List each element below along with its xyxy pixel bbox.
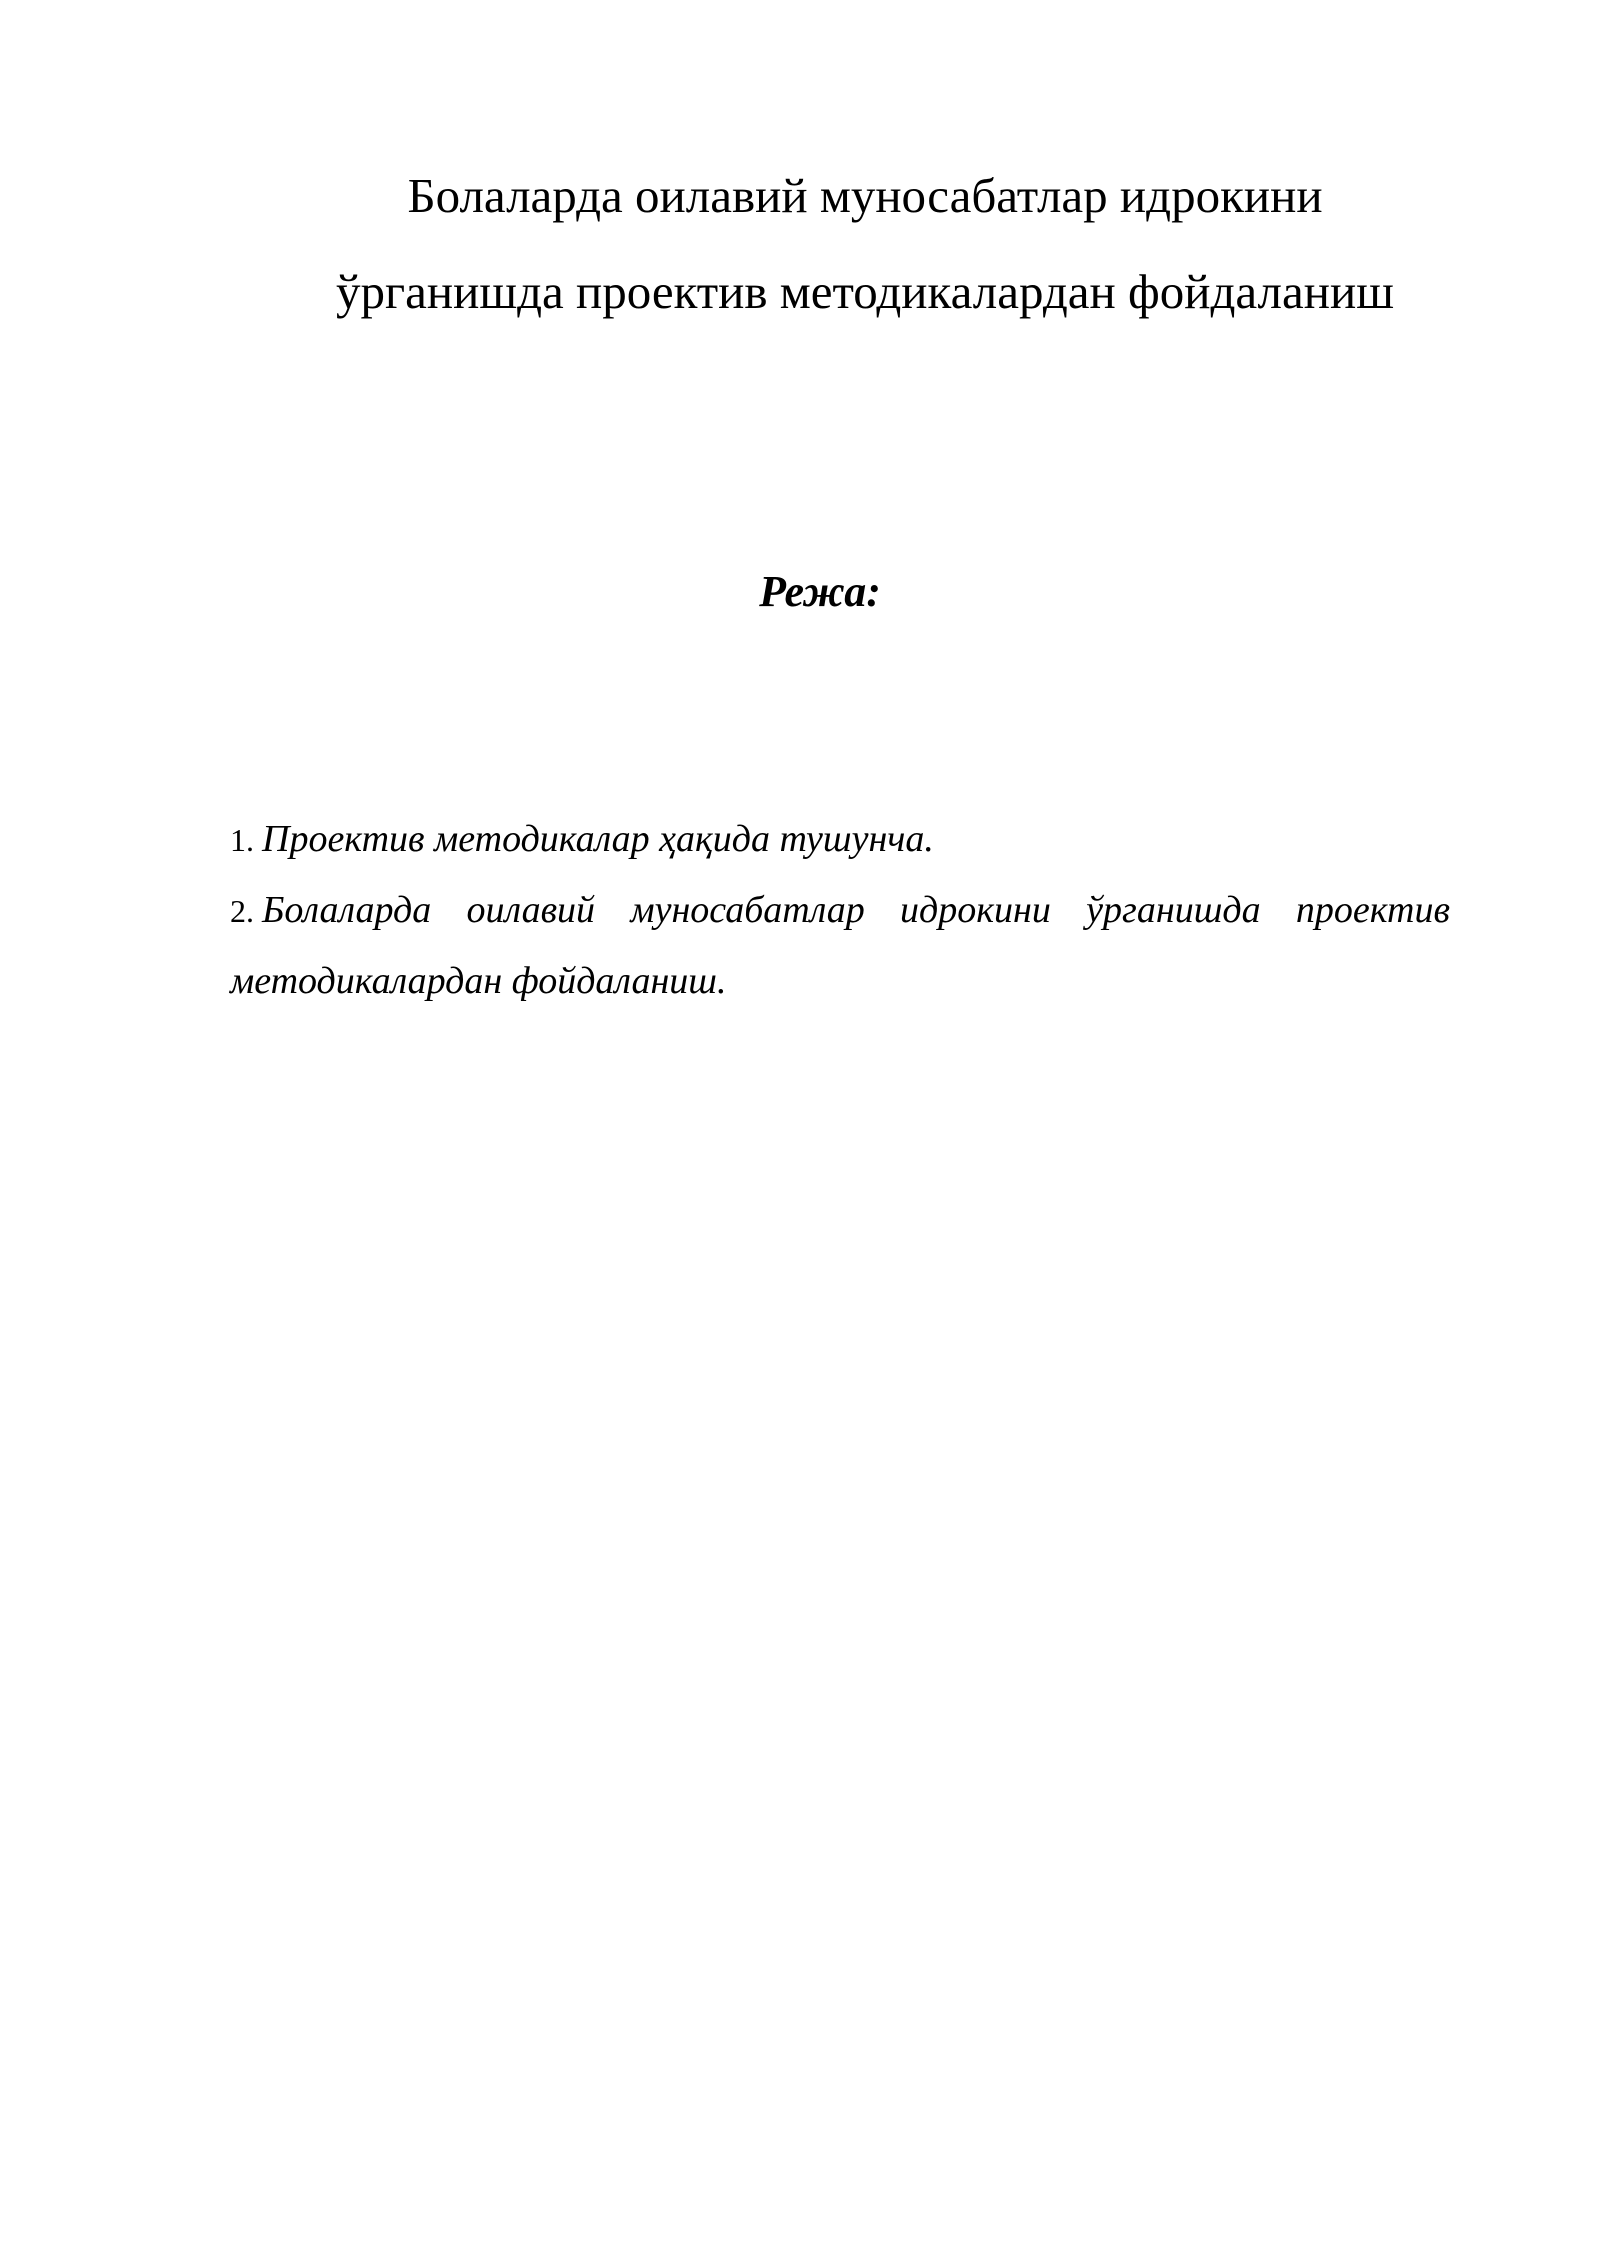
- title-line-2: ўрганишда проектив методикалардан фойдаланиш: [336, 264, 1394, 319]
- plan-list: [230, 804, 1450, 1016]
- document-title: [230, 148, 1500, 340]
- plan-item-number: 2.: [230, 893, 254, 929]
- title-line-1: Болаларда оилавий муносабатлар идрокини: [407, 168, 1323, 223]
- plan-item-1: [230, 804, 1450, 875]
- plan-item-number: 1.: [230, 822, 254, 858]
- plan-item-text: Болаларда оилавий муносабатлар идрокини ўрганишда проектив методикалардан фойдаланиш.: [230, 889, 1450, 1002]
- plan-item-text: Проектив методикалар ҳақида тушунча.: [262, 818, 934, 860]
- plan-heading: Режа:: [759, 567, 881, 616]
- plan-item-2: [230, 875, 1450, 1016]
